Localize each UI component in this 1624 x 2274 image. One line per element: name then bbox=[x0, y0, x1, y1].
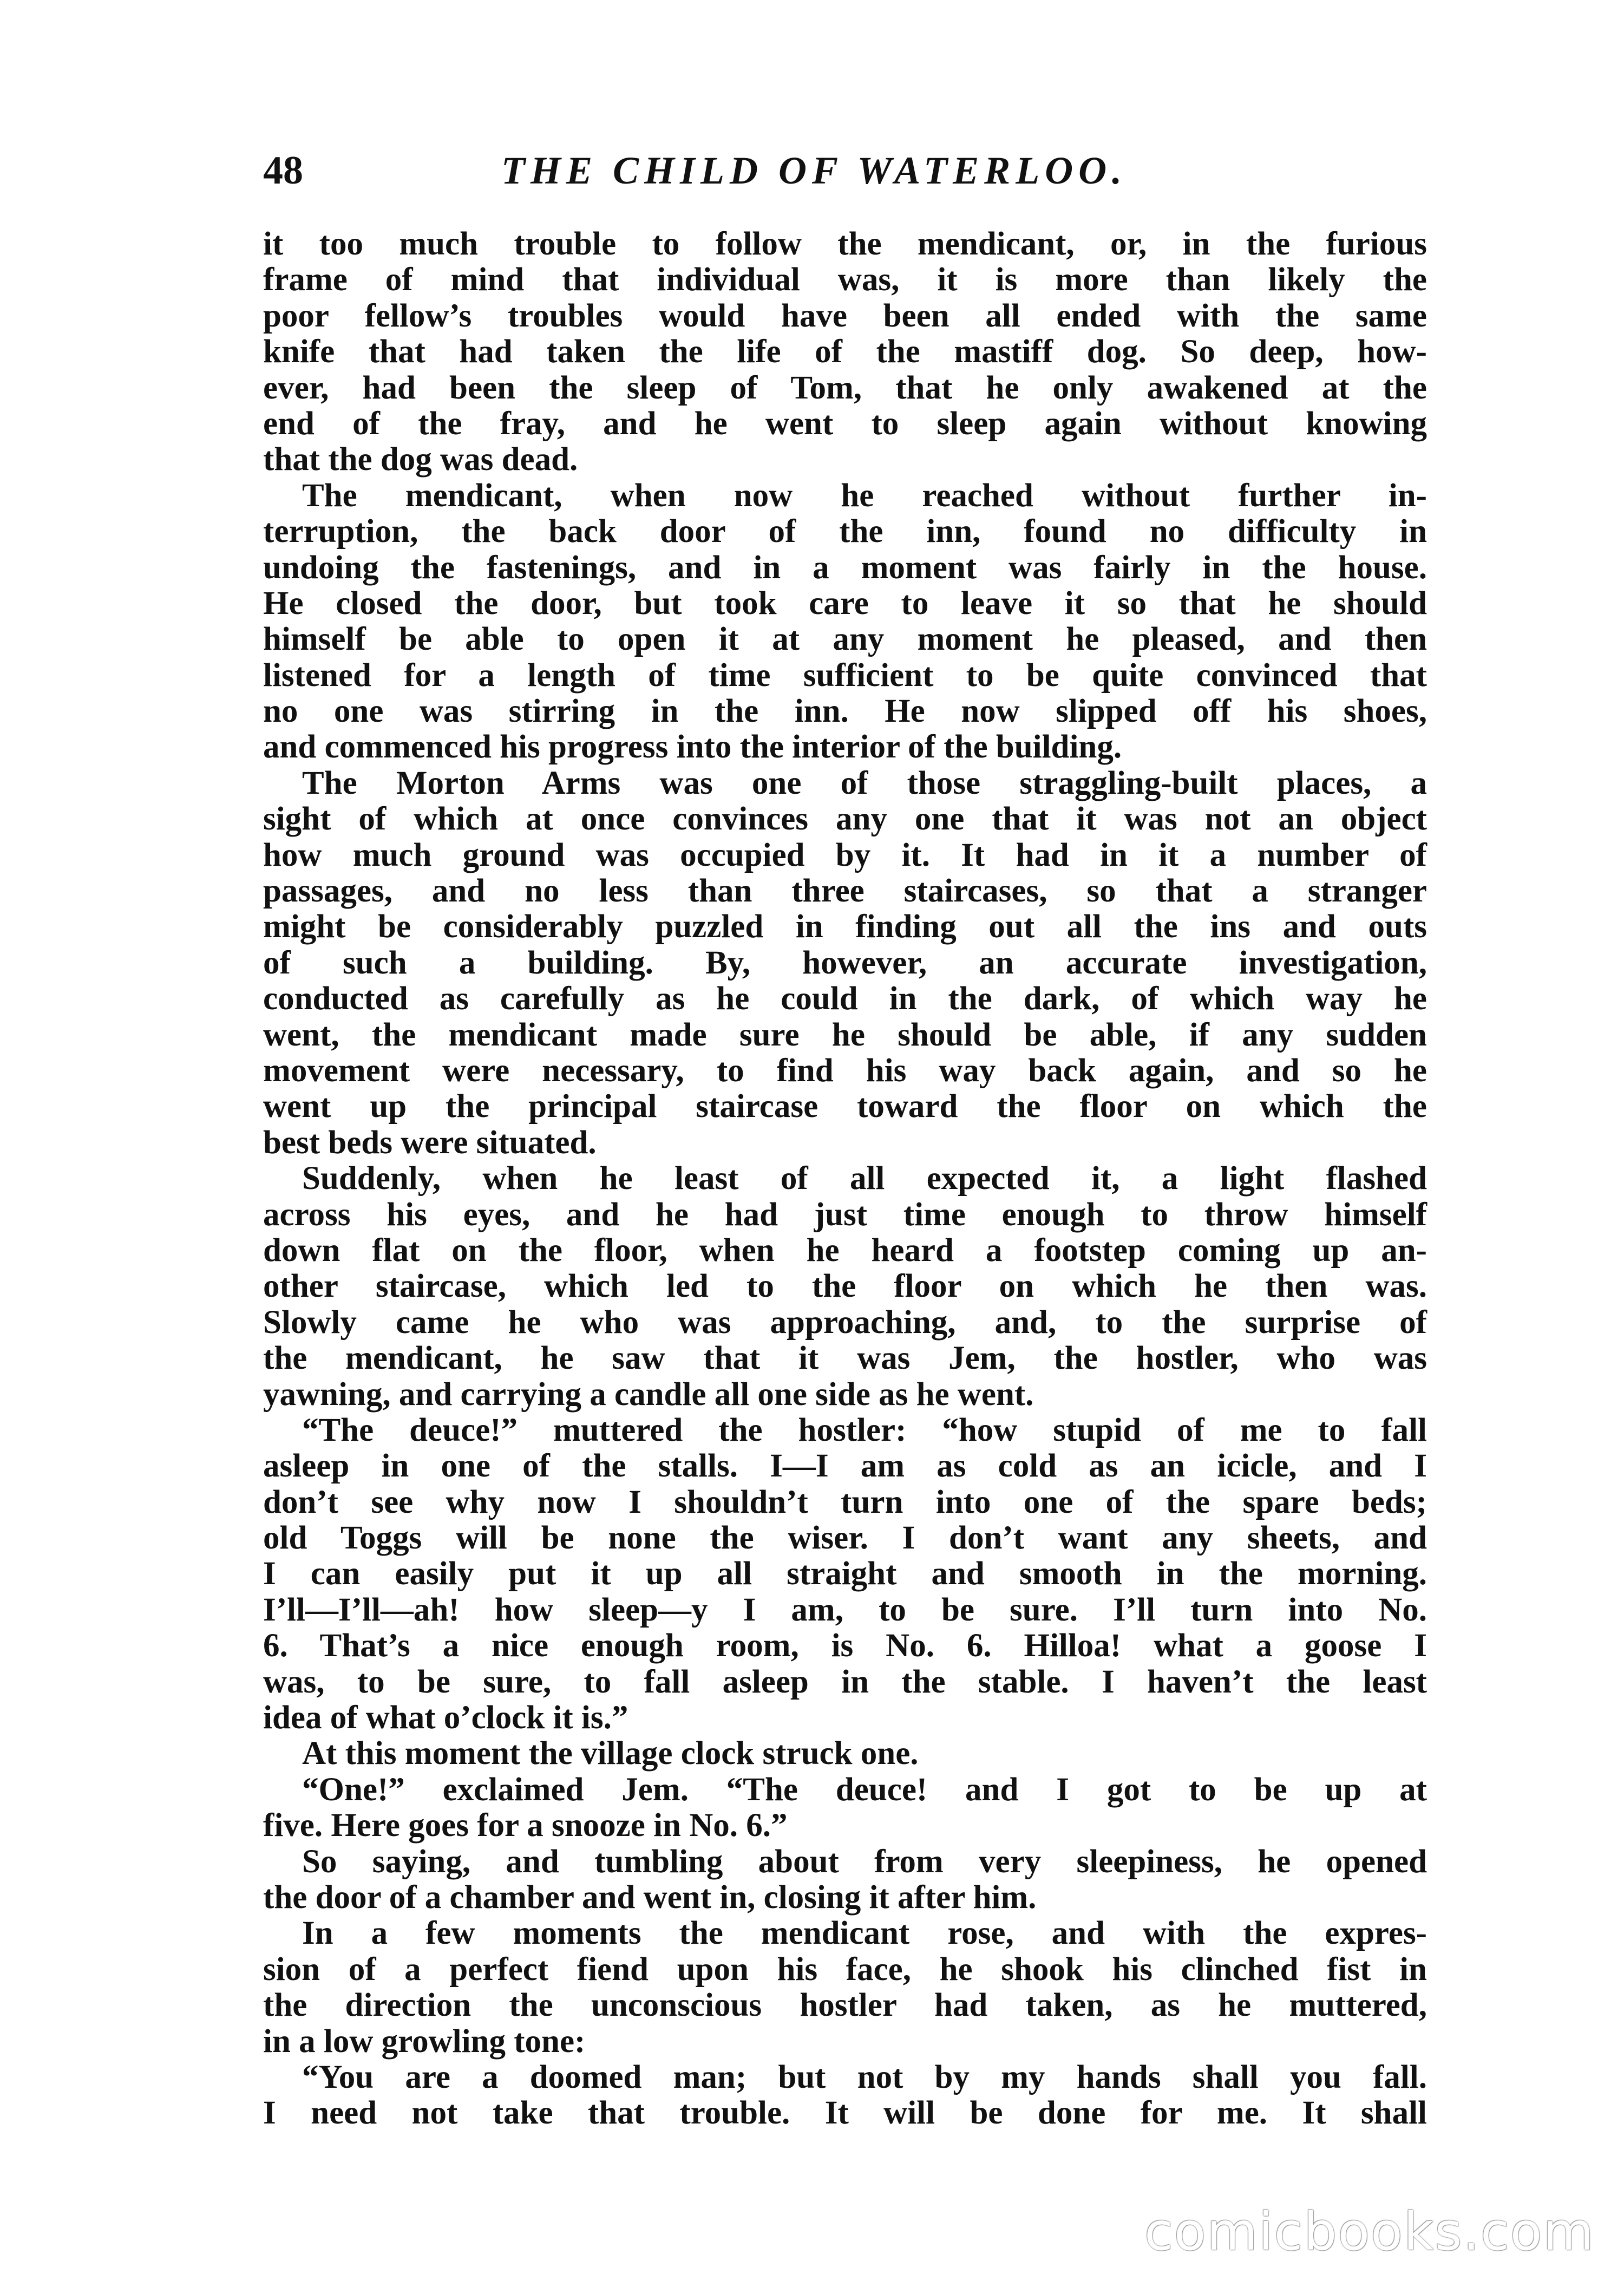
text-line: it too much trouble to follow the mendicant, or, in the furious bbox=[263, 226, 1427, 262]
text-line: He closed the door, but took care to leave it so that he should bbox=[263, 585, 1427, 622]
text-line: asleep in one of the stalls. I—I am as cold as an icicle, and I bbox=[263, 1448, 1427, 1485]
text-line: In a few moments the mendicant rose, and with the expres- bbox=[302, 1915, 1427, 1952]
text-line: undoing the fastenings, and in a moment was fairly in the house. bbox=[263, 549, 1427, 586]
text-line: 6. That’s a nice enough room, is No. 6. Hilloa! what a goose I bbox=[263, 1628, 1427, 1664]
text-line: best beds were situated. bbox=[263, 1124, 597, 1161]
text-line: and commenced his progress into the interior of the building. bbox=[263, 729, 1122, 766]
text-line: yawning, and carrying a candle all one side as he went. bbox=[263, 1376, 1034, 1413]
text-line: other staircase, which led to the floor on which he then was. bbox=[263, 1268, 1427, 1305]
text-line: was, to be sure, to fall asleep in the stable. I haven’t the least bbox=[263, 1663, 1427, 1700]
text-line: end of the fray, and he went to sleep again without knowing bbox=[263, 405, 1427, 442]
text-line: in a low growling tone: bbox=[263, 2023, 586, 2060]
text-line: The Morton Arms was one of those straggling-built places, a bbox=[302, 764, 1427, 801]
text-line: sion of a perfect fiend upon his face, he shook his clinched fist in bbox=[263, 1951, 1427, 1988]
text-line: of such a building. By, however, an accurate investigation, bbox=[263, 944, 1427, 981]
text-line: that the dog was dead. bbox=[263, 441, 578, 478]
running-head bbox=[263, 143, 1194, 198]
text-line: ever, had been the sleep of Tom, that he only awakened at the bbox=[263, 369, 1427, 406]
text-line: I need not take that trouble. It will be done for me. It shall bbox=[263, 2095, 1427, 2132]
body-text bbox=[263, 226, 1427, 2132]
text-line: old Toggs will be none the wiser. I don’t want any sheets, and bbox=[263, 1520, 1427, 1557]
text-line: “You are a doomed man; but not by my hands shall you fall. bbox=[302, 2059, 1427, 2095]
text-line: how much ground was occupied by it. It had in it a number of bbox=[263, 837, 1427, 873]
text-line: himself be able to open it at any moment he pleased, and then bbox=[263, 621, 1427, 658]
text-line: went, the mendicant made sure he should be able, if any sudden bbox=[263, 1016, 1427, 1053]
text-line: idea of what o’clock it is.” bbox=[263, 1700, 628, 1736]
text-line: terruption, the back door of the inn, found no difficulty in bbox=[263, 513, 1427, 550]
text-line: Slowly came he who was approaching, and, to the surprise of bbox=[263, 1304, 1427, 1341]
text-line: So saying, and tumbling about from very sleepiness, he opened bbox=[302, 1843, 1427, 1880]
text-line: I’ll—I’ll—ah! how sleep—y I am, to be sure. I’ll turn into No. bbox=[263, 1591, 1427, 1628]
text-line: movement were necessary, to find his way back again, and so he bbox=[263, 1052, 1427, 1089]
text-line: passages, and no less than three staircases, so that a stranger bbox=[263, 873, 1427, 910]
page-number: 48 bbox=[263, 148, 303, 193]
text-line: no one was stirring in the inn. He now slipped off his shoes, bbox=[263, 693, 1427, 730]
text-line: might be considerably puzzled in finding out all the ins and outs bbox=[263, 909, 1427, 945]
text-line: the mendicant, he saw that it was Jem, the hostler, who was bbox=[263, 1340, 1427, 1377]
watermark: comicbooks.com bbox=[1144, 2201, 1595, 2262]
text-line: “The deuce!” muttered the hostler: “how stupid of me to fall bbox=[302, 1412, 1427, 1448]
text-line: sight of which at once convinces any one that it was not an object bbox=[263, 801, 1427, 838]
text-line: Suddenly, when he least of all expected it, a light flashed bbox=[302, 1160, 1427, 1197]
text-line: “One!” exclaimed Jem. “The deuce! and I got to be up at bbox=[302, 1771, 1427, 1808]
text-line: don’t see why now I shouldn’t turn into one of the spare beds; bbox=[263, 1484, 1427, 1520]
text-line: knife that had taken the life of the mastiff dog. So deep, how- bbox=[263, 334, 1427, 370]
text-line: listened for a length of time sufficient to be quite convinced that bbox=[263, 657, 1427, 694]
text-line: The mendicant, when now he reached without further in- bbox=[302, 477, 1427, 514]
text-line: down flat on the floor, when he heard a footstep coming up an- bbox=[263, 1232, 1427, 1269]
text-line: five. Here goes for a snooze in No. 6.” bbox=[263, 1807, 788, 1844]
text-line: across his eyes, and he had just time enough to throw himself bbox=[263, 1196, 1427, 1233]
text-line: conducted as carefully as he could in the dark, of which way he bbox=[263, 981, 1427, 1017]
running-title: THE CHILD OF WATERLOO. bbox=[501, 149, 1128, 192]
text-line: frame of mind that individual was, it is more than likely the bbox=[263, 262, 1427, 298]
text-line: poor fellow’s troubles would have been all ended with the same bbox=[263, 297, 1427, 334]
text-line: the door of a chamber and went in, closing it after him. bbox=[263, 1879, 1037, 1916]
text-line: the direction the unconscious hostler had taken, as he muttered, bbox=[263, 1987, 1427, 2024]
text-line: At this moment the village clock struck one. bbox=[302, 1735, 919, 1772]
text-line: I can easily put it up all straight and smooth in the morning. bbox=[263, 1556, 1427, 1592]
text-line: went up the principal staircase toward the floor on which the bbox=[263, 1088, 1427, 1125]
